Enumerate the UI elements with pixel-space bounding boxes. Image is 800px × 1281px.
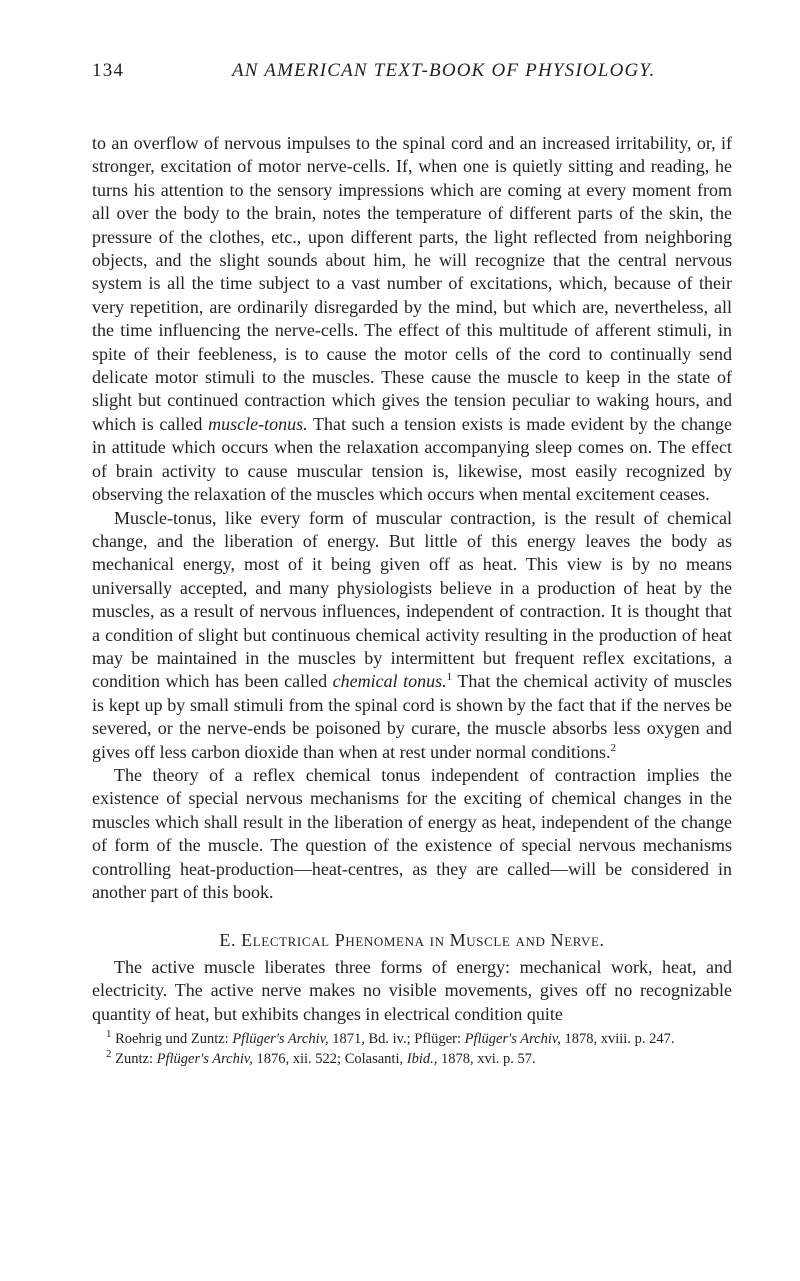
paragraph <box>92 132 732 507</box>
paragraph-text: to an overflow of nervous impulses to the spinal cord and an increased irritability, or, if stronger, excitation of motor nerve-cells. If, when one is quietly sitting and reading, he turns his attention to the sensory impressions which are coming at every moment from all over the body to the brain, notes the temperature of different parts of the skin, the pressure of the clothes, etc., upon different parts, the light reflected from neighboring objects, and the slight sounds about him, he will recognize that the central nervous system is all the time subject to a vast number of excitations, which, because of their very repetition, are ordinarily disregarded by the mind, but which are, nevertheless, all the time influencing the nerve-cells. The effect of this multitude of afferent stimuli, in spite of their feebleness, is to cause the motor cells of the cord to continually send delicate motor stimuli to the muscles. These cause the muscle to keep in the state of slight but continued contraction which gives the tension peculiar to waking hours, and which is called <box>92 133 732 434</box>
journal-title: Pflüger's Archiv, <box>464 1031 561 1048</box>
italic-term: chemical tonus. <box>332 671 447 692</box>
paragraph-text: Muscle-tonus, like every form of muscular contraction, is the result of chemical change, and the liberation of energy. But little of this energy leaves the body as mechanical energy, most of it being given off as heat. This view is by no means universally accepted, and many physiologists believe in a production of heat by the muscles, as a result of nervous influences, independent of contraction. It is thought that a condition of slight but continuous chemical activity resulting in the production of heat may be maintained in the muscles by intermittent but frequent reflex excitations, a condition which has been called <box>92 507 732 692</box>
footnote-text: 1876, xii. 522; Colasanti, <box>252 1050 407 1067</box>
italic-term: muscle-tonus. <box>208 413 308 434</box>
footnote-text: Roehrig und Zuntz: <box>111 1031 233 1048</box>
footnote-text: 1878, xvi. p. 57. <box>437 1050 536 1067</box>
footnote-mark: 1 <box>106 1028 112 1041</box>
paragraph: The active muscle liberates three forms of energy: mechanical work, heat, and electricity. The active nerve makes no visible movements, gives off no recognizable quantity of heat, but exhibits changes in electrical condition quite <box>92 956 732 1024</box>
footnotes <box>92 1030 732 1069</box>
footnote <box>92 1030 732 1050</box>
journal-title: Ibid., <box>406 1050 438 1067</box>
paragraph: The theory of a reflex chemical tonus independent of contraction implies the existence of special nervous mechanisms for the exciting of chemical changes in the muscles which shall result in the liberation of energy as heat, independent of the change of form of the muscle. The question of the existence of special nervous mechanisms controlling heat-production—heat-centres, as they are called—will be considered in another part of this book. <box>92 764 732 902</box>
paragraph-text: That such a tension exists is made evident by the change in attitude which occurs when the relaxation accompanying sleep comes on. The effect of brain activity to cause muscular tension is, likewise, most easily recognized by observing the relaxation of the muscles which occurs when mental excitement ceases. <box>92 413 732 505</box>
footnote-text: 1871, Bd. iv.; Pflüger: <box>328 1031 465 1048</box>
journal-title: Pflüger's Archiv, <box>232 1031 329 1048</box>
footnote-text: Zuntz: <box>111 1050 157 1067</box>
section-heading: E. Electrical Phenomena in Muscle and Nerve. <box>219 930 605 951</box>
page-body <box>92 132 732 1069</box>
page-number: 134 <box>92 60 125 81</box>
journal-title: Pflüger's Archiv, <box>156 1050 253 1067</box>
footnote-ref[interactable]: 2 <box>610 741 617 754</box>
footnote-text: 1878, xviii. p. 247. <box>560 1031 675 1048</box>
running-title: AN AMERICAN TEXT-BOOK OF PHYSIOLOGY. <box>232 60 656 81</box>
footnote <box>92 1047 732 1070</box>
paragraph <box>92 507 732 764</box>
footnote-ref[interactable]: 1 <box>446 671 453 684</box>
paragraph-text: That the chemical activity of muscles is kept up by small stimuli from the spinal cord is shown by the fact that if the nerves be severed, or the nerve-ends be poisoned by curare, the muscle absorbs less oxygen and gives off less carbon dioxide than when at rest under normal conditions. <box>92 671 732 762</box>
footnote-mark: 2 <box>106 1047 112 1060</box>
